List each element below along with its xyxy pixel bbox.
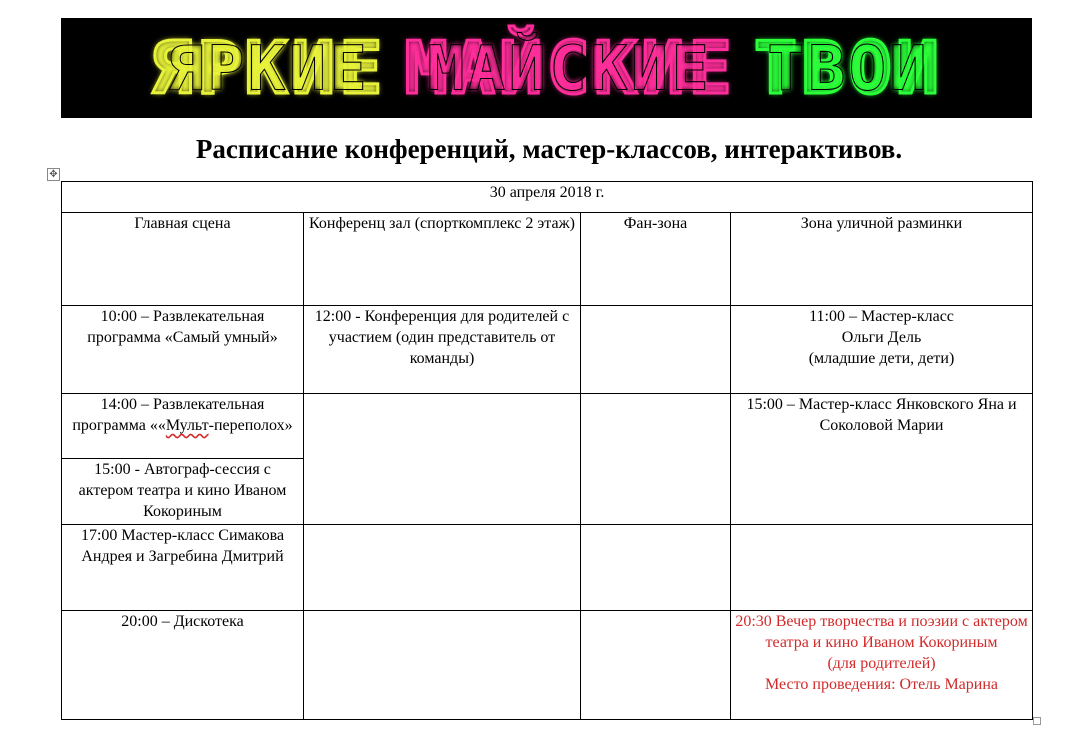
table-move-handle-icon[interactable]: ✥	[47, 168, 60, 181]
cell-text: -переполох»	[208, 417, 293, 434]
cell-main-stage[interactable]	[62, 394, 304, 459]
cell-fan-zone[interactable]	[581, 525, 731, 611]
cell-fan-zone[interactable]	[581, 611, 731, 720]
cell-main-stage[interactable]: 20:00 – Дискотека	[62, 611, 304, 720]
cell-street-warmup[interactable]: 11:00 – Мастер-класс Ольги Дель (младшие дети, дети)	[731, 306, 1033, 394]
cell-text: 20:30 Вечер творчества и поэзии с актером театра и кино Иваном Кокориным	[735, 613, 1028, 651]
col-header-fan-zone: Фан-зона	[581, 213, 731, 306]
date-row	[62, 182, 1033, 213]
col-header-conference-hall: Конференц зал (спорткомплекс 2 этаж)	[304, 213, 581, 306]
misspelled-word: Мульт	[165, 417, 209, 434]
cell-conference-hall[interactable]	[304, 611, 581, 720]
table-row	[62, 525, 1033, 611]
cell-fan-zone[interactable]	[581, 394, 731, 525]
schedule-date: 30 апреля 2018 г.	[62, 182, 1033, 213]
banner-word-1: ЯРКИЕ ЯРКИЕ	[150, 32, 387, 104]
cell-main-stage[interactable]: 10:00 – Развлекательная программа «Самый умный»	[62, 306, 304, 394]
cell-conference-hall[interactable]	[304, 525, 581, 611]
header-row	[62, 213, 1033, 306]
event-banner	[61, 18, 1032, 118]
cell-text: (для родителей)	[827, 655, 936, 672]
col-header-main-stage: Главная сцена	[62, 213, 304, 306]
table-row	[62, 611, 1033, 720]
table-row	[62, 394, 1033, 459]
cell-conference-hall[interactable]: 12:00 - Конференция для родителей с участием (один представитель от команды)	[304, 306, 581, 394]
cell-street-warmup[interactable]: 15:00 – Мастер-класс Янковского Яна и Соколовой Марии	[731, 394, 1033, 525]
cell-street-warmup[interactable]	[731, 611, 1033, 720]
col-header-street-warmup: Зона уличной разминки	[731, 213, 1033, 306]
cell-fan-zone[interactable]	[581, 306, 731, 394]
table-row	[62, 306, 1033, 394]
cell-main-stage[interactable]: 15:00 - Автограф-сессия с актером театра и кино Иваном Кокориным	[62, 459, 304, 525]
cell-street-warmup[interactable]	[731, 525, 1033, 611]
page-title: Расписание конференций, мастер-классов, интерактивов.	[195, 134, 903, 164]
banner-word-2: МАЙСКИЕ МАЙСКИЕ	[404, 32, 735, 104]
cell-text: 14:00 – Развлекательная программа ««	[72, 396, 265, 434]
schedule-table	[61, 181, 1033, 720]
table-resize-handle[interactable]	[1033, 717, 1041, 725]
banner-word-3: ТВОИ ТВОИ	[754, 32, 943, 104]
cell-conference-hall[interactable]	[304, 394, 581, 525]
cell-text: Место проведения: Отель Марина	[765, 676, 998, 693]
cell-main-stage[interactable]: 17:00 Мастер-класс Симакова Андрея и Загребина Дмитрий	[62, 525, 304, 611]
